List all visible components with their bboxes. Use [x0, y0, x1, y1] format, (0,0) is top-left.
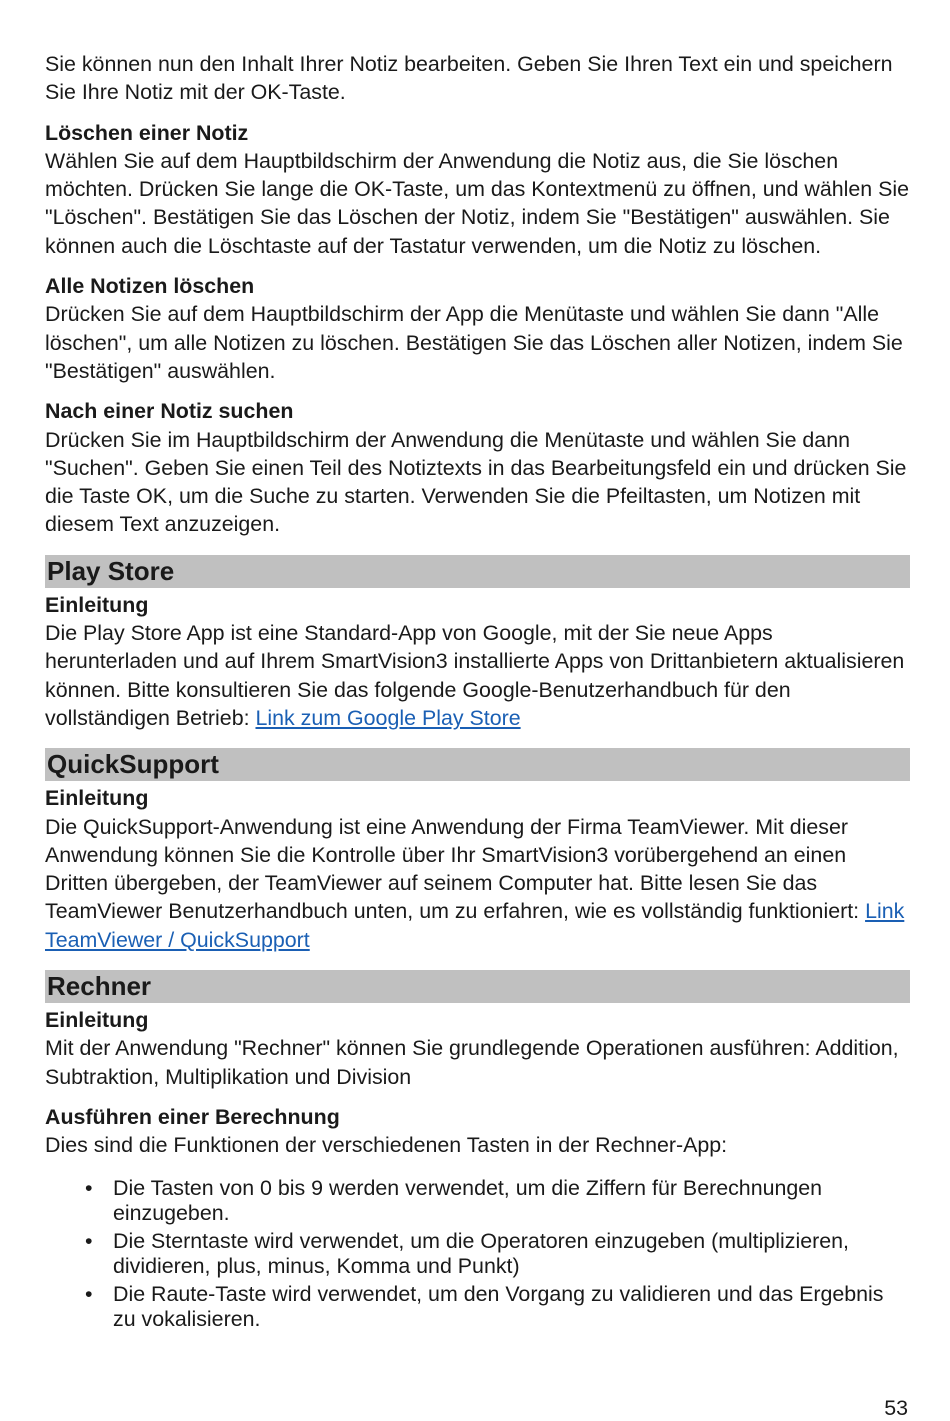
document-page	[45, 50, 910, 1335]
quicksupport-text: Die QuickSupport-Anwendung ist eine Anwendung der Firma TeamViewer. Mit dieser Anwendung können Sie die Kontrolle über Ihr SmartVision3 vorübergehend an einen Dritten übergeben, der TeamViewer auf seinem Computer hat. Bitte lesen Sie das TeamViewer Benutzerhandbuch unten, um zu erfahren, wie es vollständig funktioniert:	[45, 814, 866, 924]
bullet-icon: •	[85, 1228, 93, 1253]
page-number: 53	[884, 1396, 908, 1420]
play-store-text: Die Play Store App ist eine Standard-App von Google, mit der Sie neue Apps herunterladen und auf Ihrem SmartVision3 installierte Apps von Drittanbietern aktualisieren können. Bitte konsultieren Sie das folgende Google-Benutzerhandbuch für den vollständigen Betrieb:	[45, 621, 905, 730]
intro-paragraph: Sie können nun den Inhalt Ihrer Notiz bearbeiten. Geben Sie Ihren Text ein und speichern Sie Ihre Notiz mit der OK-Taste.	[45, 52, 893, 105]
play-store-paragraph	[45, 619, 910, 732]
delete-all-heading: Alle Notizen löschen	[45, 274, 255, 299]
bullet-icon: •	[85, 1175, 93, 1200]
quicksupport-subheading: Einleitung	[45, 786, 149, 811]
list-item-text: Die Tasten von 0 bis 9 werden verwendet, um die Ziffern für Berechnungen einzugeben.	[113, 1175, 823, 1225]
calc-heading: Ausführen einer Berechnung	[45, 1104, 340, 1129]
section-title-quicksupport: QuickSupport	[45, 748, 910, 781]
list-item-text: Die Sterntaste wird verwendet, um die Operatoren einzugeben (multiplizieren, dividieren, plus, minus, Komma und Punkt)	[113, 1228, 849, 1278]
list-item	[45, 1176, 910, 1227]
section-title-play-store: Play Store	[45, 555, 910, 588]
bullet-icon: •	[85, 1281, 93, 1306]
list-item-text: Die Raute-Taste wird verwendet, um den Vorgang zu validieren und das Ergebnis zu vokalisieren.	[113, 1281, 884, 1331]
list-item	[45, 1282, 910, 1333]
delete-all-paragraph: Drücken Sie auf dem Hauptbildschirm der App die Menütaste und wählen Sie dann "Alle löschen", um alle Notizen zu löschen. Bestätigen Sie das Löschen aller Notizen, indem Sie "Bestätigen" auswählen.	[45, 302, 903, 383]
search-note-paragraph: Drücken Sie im Hauptbildschirm der Anwendung die Menütaste und wählen Sie dann "Suchen". Geben Sie einen Teil des Notiztexts in das Bearbeitungsfeld ein und drücken Sie die Taste OK, um die Suche zu starten. Verwenden Sie die Pfeiltasten, um Notizen mit diesem Text anzuzeigen.	[45, 427, 907, 537]
rechner-paragraph: Mit der Anwendung "Rechner" können Sie grundlegende Operationen ausführen: Addition, Subtraktion, Multiplikation und Division	[45, 1036, 899, 1089]
calc-paragraph: Dies sind die Funktionen der verschiedenen Tasten in der Rechner-App:	[45, 1133, 728, 1158]
quicksupport-link[interactable]: Link TeamViewer / QuickSupport	[45, 899, 905, 952]
play-store-subheading: Einleitung	[45, 592, 149, 617]
rechner-subheading: Einleitung	[45, 1008, 149, 1033]
delete-note-paragraph: Wählen Sie auf dem Hauptbildschirm der Anwendung die Notiz aus, die Sie löschen möchten. Drücken Sie lange die OK-Taste, um das Kontextmenü zu öffnen, und wählen Sie "Löschen". Bestätigen Sie das Löschen der Notiz, indem Sie "Bestätigen" auswählen. Sie können auch die Löschtaste auf der Tastatur verwenden, um die Notiz zu löschen.	[45, 148, 910, 258]
delete-note-heading: Löschen einer Notiz	[45, 120, 249, 145]
section-title-rechner: Rechner	[45, 970, 910, 1003]
play-store-link[interactable]: Link zum Google Play Store	[255, 705, 521, 730]
search-note-heading: Nach einer Notiz suchen	[45, 399, 294, 424]
calc-key-list	[45, 1176, 910, 1333]
quicksupport-paragraph	[45, 813, 910, 954]
list-item	[45, 1229, 910, 1280]
